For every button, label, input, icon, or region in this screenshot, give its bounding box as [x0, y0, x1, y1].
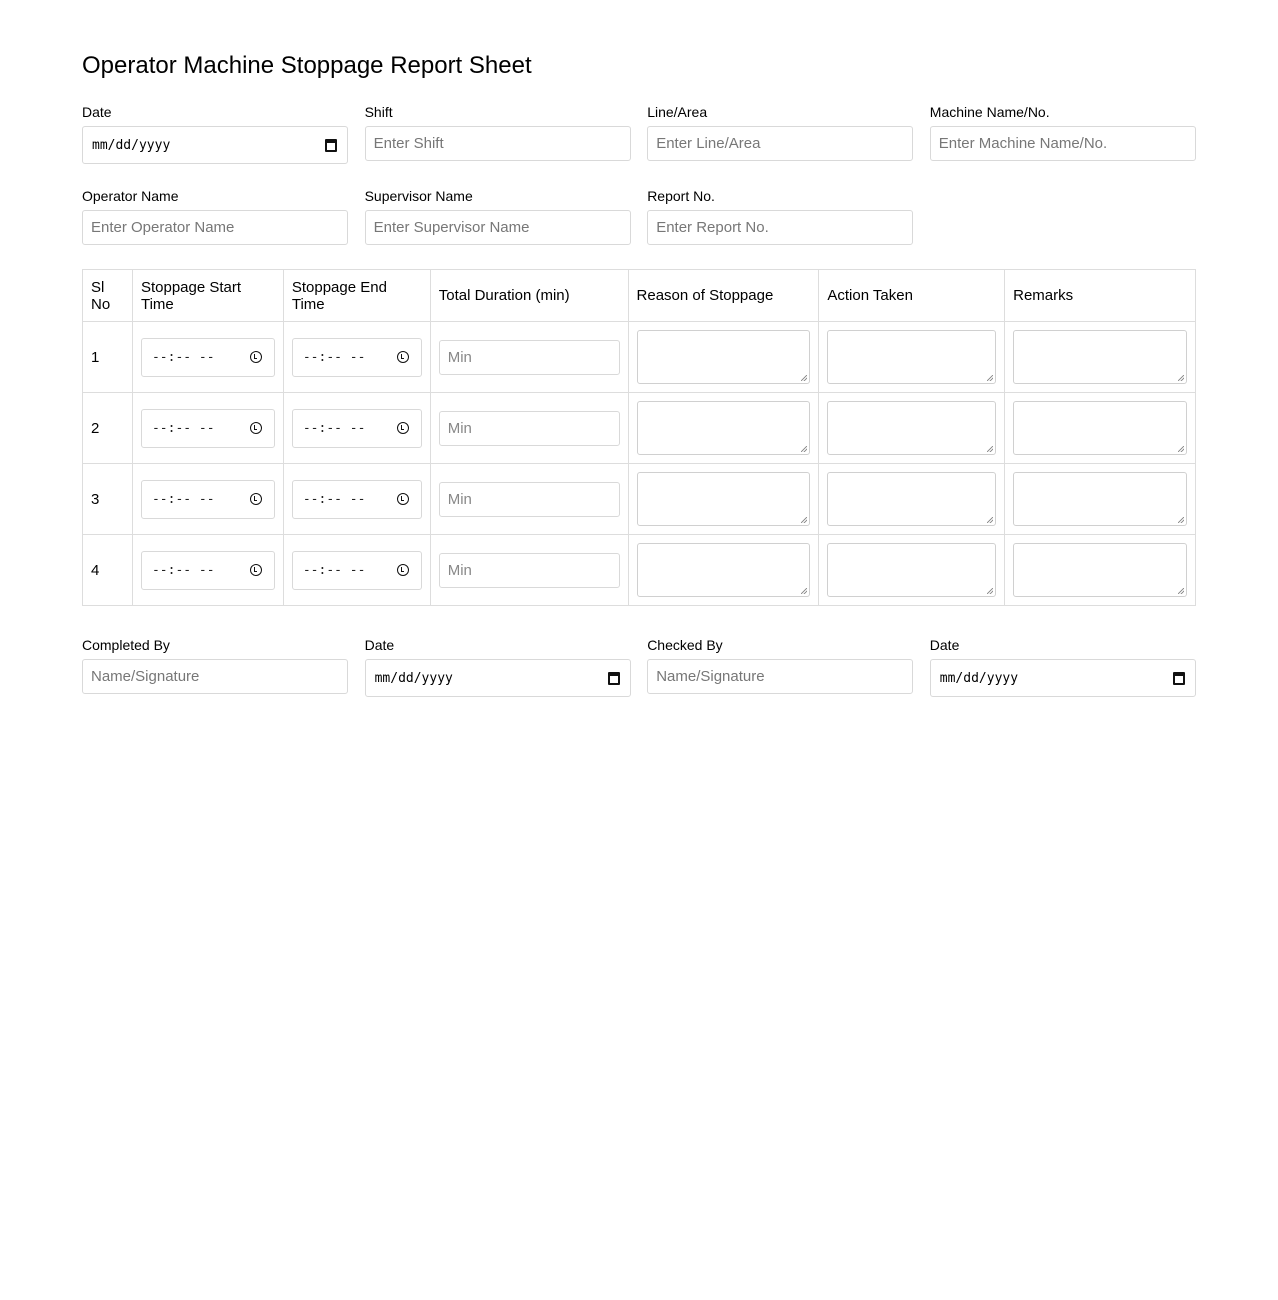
stoppage-table	[82, 269, 1196, 606]
col-start-time: Stoppage Start Time	[132, 270, 283, 322]
col-duration: Total Duration (min)	[430, 270, 628, 322]
checked-by-input[interactable]: Name/Signature	[647, 659, 913, 694]
supervisor-input[interactable]: Enter Supervisor Name	[365, 210, 631, 245]
col-reason: Reason of Stoppage	[628, 270, 819, 322]
operator-input[interactable]: Enter Operator Name	[82, 210, 348, 245]
operator-field-group	[82, 188, 348, 245]
end-time-input[interactable]	[292, 409, 422, 448]
clock-icon[interactable]	[397, 564, 409, 576]
checked-by-group	[647, 637, 913, 697]
start-time-value: --:-- --	[151, 491, 215, 507]
remarks-textarea[interactable]	[1013, 543, 1187, 597]
duration-input[interactable]: Min	[439, 411, 620, 446]
remarks-textarea[interactable]	[1013, 472, 1187, 526]
duration-input[interactable]: Min	[439, 553, 620, 588]
start-time-input[interactable]	[141, 480, 275, 519]
calendar-icon[interactable]	[608, 672, 620, 685]
duration-input[interactable]: Min	[439, 482, 620, 517]
end-time-value: --:-- --	[302, 562, 366, 578]
line-area-input[interactable]: Enter Line/Area	[647, 126, 913, 161]
end-time-input[interactable]	[292, 338, 422, 377]
date-value: mm/dd/yyyy	[939, 670, 1019, 686]
table-row	[83, 322, 1196, 393]
clock-icon[interactable]	[250, 564, 262, 576]
end-time-input[interactable]	[292, 551, 422, 590]
end-time-value: --:-- --	[302, 349, 366, 365]
sl-no-cell: 2	[83, 393, 133, 464]
operator-label: Operator Name	[82, 188, 179, 204]
completed-by-group	[82, 637, 348, 697]
completed-date-label: Date	[364, 637, 395, 653]
date-input[interactable]	[82, 126, 348, 164]
col-sl-no: Sl No	[83, 270, 133, 322]
reason-textarea[interactable]	[637, 472, 811, 526]
sl-no-cell: 3	[83, 464, 133, 535]
start-time-input[interactable]	[141, 338, 275, 377]
col-action: Action Taken	[819, 270, 1005, 322]
shift-label: Shift	[364, 104, 393, 120]
calendar-icon[interactable]	[1173, 672, 1185, 685]
report-no-field-group	[647, 188, 913, 245]
clock-icon[interactable]	[397, 351, 409, 363]
clock-icon[interactable]	[250, 422, 262, 434]
duration-input[interactable]: Min	[439, 340, 620, 375]
checked-date-label: Date	[929, 637, 960, 653]
line-area-field-group	[647, 104, 913, 164]
completed-by-label: Completed By	[82, 637, 170, 653]
date-label: Date	[82, 104, 112, 120]
report-no-label: Report No.	[647, 188, 715, 204]
machine-label: Machine Name/No.	[929, 104, 1050, 120]
completed-by-input[interactable]: Name/Signature	[82, 659, 348, 694]
machine-field-group	[930, 104, 1196, 164]
start-time-input[interactable]	[141, 551, 275, 590]
footer-fields	[82, 637, 1196, 697]
action-textarea[interactable]	[827, 543, 996, 597]
header-fields	[82, 104, 1196, 245]
date-field-group	[82, 104, 348, 164]
completed-date-group	[365, 637, 631, 697]
action-textarea[interactable]	[827, 330, 996, 384]
date-value: mm/dd/yyyy	[92, 137, 171, 153]
col-end-time: Stoppage End Time	[283, 270, 430, 322]
checked-date-group	[930, 637, 1196, 697]
supervisor-label: Supervisor Name	[364, 188, 473, 204]
sl-no-cell: 1	[83, 322, 133, 393]
start-time-value: --:-- --	[151, 420, 215, 436]
start-time-value: --:-- --	[151, 562, 215, 578]
table-row	[83, 535, 1196, 606]
table-header-row	[83, 270, 1196, 322]
line-area-label: Line/Area	[647, 104, 708, 120]
clock-icon[interactable]	[397, 493, 409, 505]
remarks-textarea[interactable]	[1013, 330, 1187, 384]
clock-icon[interactable]	[250, 493, 262, 505]
table-row	[83, 464, 1196, 535]
table-row	[83, 393, 1196, 464]
supervisor-field-group	[365, 188, 631, 245]
shift-field-group	[365, 104, 631, 164]
clock-icon[interactable]	[397, 422, 409, 434]
end-time-input[interactable]	[292, 480, 422, 519]
col-remarks: Remarks	[1005, 270, 1196, 322]
checked-date-input[interactable]	[930, 659, 1196, 697]
checked-by-label: Checked By	[647, 637, 723, 653]
reason-textarea[interactable]	[637, 543, 811, 597]
report-no-input[interactable]: Enter Report No.	[647, 210, 913, 245]
remarks-textarea[interactable]	[1013, 401, 1187, 455]
start-time-input[interactable]	[141, 409, 275, 448]
sl-no-cell: 4	[83, 535, 133, 606]
calendar-icon[interactable]	[325, 139, 337, 152]
action-textarea[interactable]	[827, 472, 996, 526]
reason-textarea[interactable]	[637, 330, 811, 384]
clock-icon[interactable]	[250, 351, 262, 363]
end-time-value: --:-- --	[302, 420, 366, 436]
shift-input[interactable]: Enter Shift	[365, 126, 631, 161]
reason-textarea[interactable]	[637, 401, 811, 455]
end-time-value: --:-- --	[302, 491, 366, 507]
page-title: Operator Machine Stoppage Report Sheet	[82, 52, 532, 79]
date-value: mm/dd/yyyy	[374, 670, 453, 686]
machine-input[interactable]: Enter Machine Name/No.	[930, 126, 1196, 161]
action-textarea[interactable]	[827, 401, 996, 455]
completed-date-input[interactable]	[365, 659, 631, 697]
start-time-value: --:-- --	[151, 349, 215, 365]
